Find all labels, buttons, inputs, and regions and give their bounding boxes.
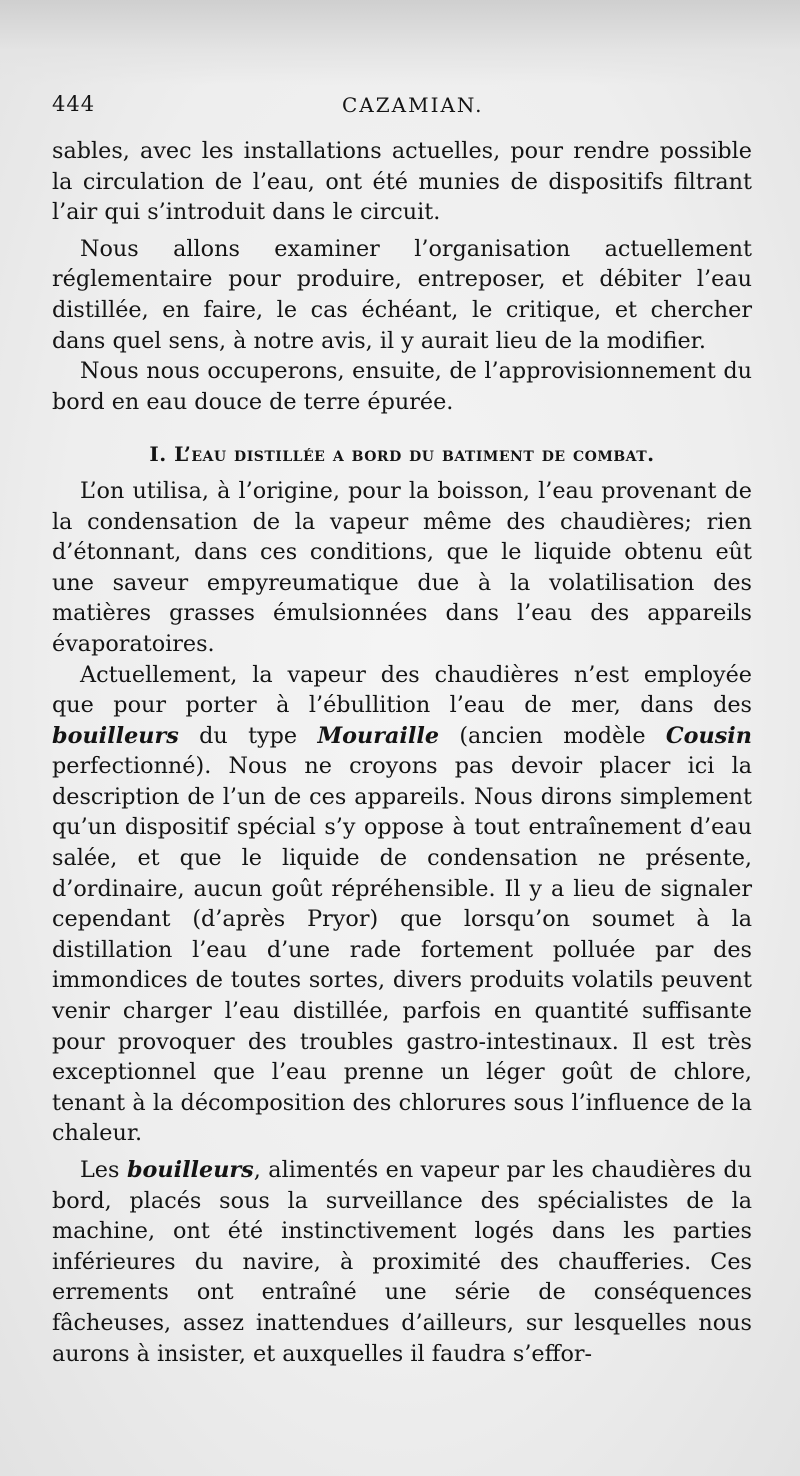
- section-heading: [52, 439, 752, 470]
- paragraph-5-text-d: perfectionné). Nous ne croyons pas devoir placer ici la description de l’un de ces appareils. Nous dirons simplement qu’un dispositif spécial s’y oppose à tout entraînement d’eau salée, et que le liquide de condensation ne présente, d’ordinaire, aucun goût répréhensible. Il y a lieu de signaler cependant (d’après Pryor) que lorsqu’on soumet à la distillation l’eau d’une rade fortement polluée par des immondices de toutes sortes, divers produits volatils peuvent venir charger l’eau distillée, parfois en quantité suffisante pour provoquer des troubles gastro-intestinaux. Il est très exceptionnel que l’eau prenne un léger goût de chlore, tenant à la décomposition des chlorures sous l’influence de la chaleur.: [52, 753, 752, 1147]
- page-header: [52, 92, 752, 122]
- paragraph-5-italic-mouraille: Mouraille: [317, 722, 440, 749]
- paragraph-5: [52, 660, 752, 1150]
- paragraph-5-text-a: Actuellement, la vapeur des chaudières n’est employée que pour porter à l’ébullition l’eau de mer, dans des: [52, 661, 752, 719]
- page-number: 444: [52, 92, 96, 116]
- paragraph-2: Nous allons examiner l’organisation actuellement réglementaire pour produire, entreposer, et débiter l’eau distillée, en faire, le cas échéant, le critique, et chercher dans quel sens, à notre avis, il y aurait lieu de la modifier.: [52, 235, 752, 354]
- paragraph-5-text-b: du type: [178, 722, 318, 749]
- running-head: CAZAMIAN.: [342, 93, 484, 117]
- paragraph-6-text-a: Les: [80, 1157, 127, 1183]
- paragraph-4: L’on utilisa, à l’origine, pour la boisson, l’eau provenant de la condensation de la vapeur même des chaudières; rien d’étonnant, dans ces conditions, que le liquide obtenu eût une saveur empyreumatique due à la volatilisation des matières grasses émulsionnées dans l’eau des appareils évaporatoires.: [52, 477, 752, 657]
- scan-top-shadow: [0, 0, 800, 85]
- paragraph-5-italic-bouilleurs: bouilleurs: [52, 722, 179, 749]
- paragraph-5-text-c: (ancien modèle: [439, 722, 666, 749]
- paragraph-6-text-b: , alimentés en vapeur par les chaudières du bord, placés sous la surveillance des spécialistes de la machine, ont été instinctivement logés dans les parties inférieures du navire, à proximité des chaufferies. Ces errements ont entraîné une série de conséquences fâcheuses, assez inattendues d’ailleurs, sur lesquelles nous aurons à insister, et auxquelles il faudra s’effor-: [52, 1157, 752, 1367]
- section-heading-text: I. L’eau distillée a bord du batiment de combat.: [149, 442, 655, 467]
- paragraph-3: Nous nous occuperons, ensuite, de l’approvisionnement du bord en eau douce de terre épurée.: [52, 358, 752, 415]
- paragraph-6-italic-bouilleurs: bouilleurs: [126, 1157, 254, 1183]
- paragraph-6: [52, 1155, 752, 1369]
- body-text: [52, 136, 752, 1369]
- paragraph-1: sables, avec les installations actuelles, pour rendre possible la circulation de l’eau, ont été munies de dispositifs filtrant l’air qui s’introduit dans le circuit.: [52, 138, 752, 226]
- paragraph-5-italic-cousin: Cousin: [665, 722, 752, 749]
